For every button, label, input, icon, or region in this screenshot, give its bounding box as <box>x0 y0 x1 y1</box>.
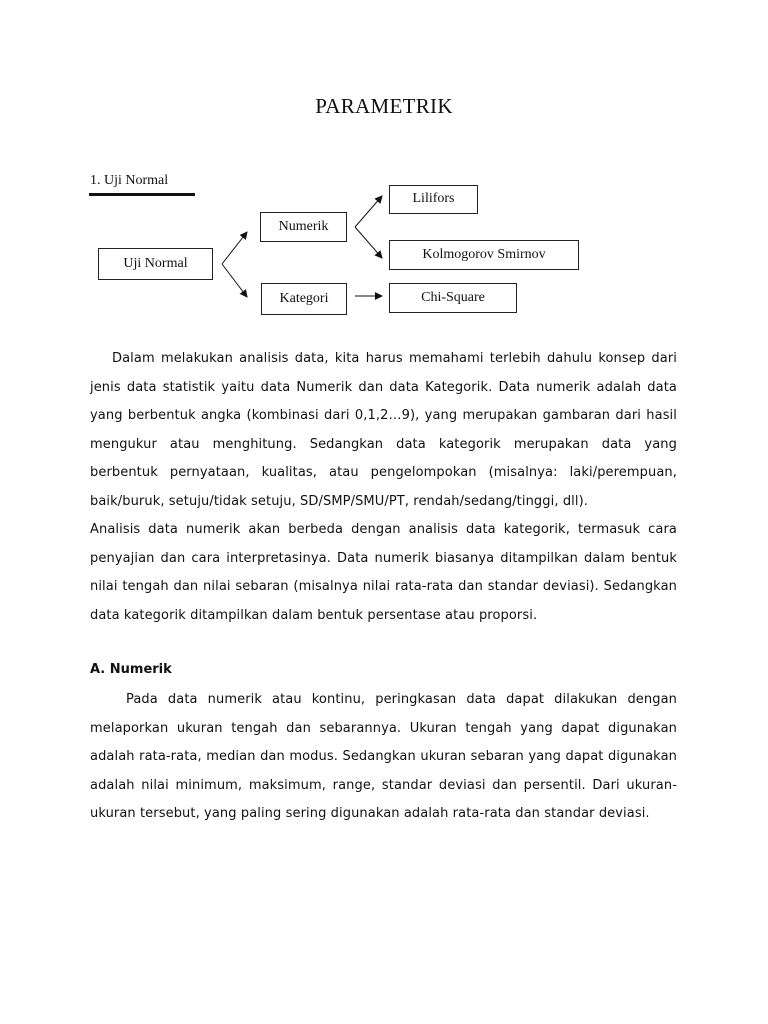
diagram-node-uji-normal: Uji Normal <box>98 248 213 280</box>
analysis-paragraph: Analisis data numerik akan berbeda dengan analisis data kategorik, termasuk cara penyajian dan cara interpretasinya. Data numerik biasanya ditampilkan dalam bentuk nilai tengah dan nilai sebaran (misalnya nilai rata-rata dan standar deviasi). Sedangkan data kategorik ditampilkan dalam bentuk persentase atau proporsi. <box>90 522 677 623</box>
arrow-uji-to-kategori <box>222 264 247 297</box>
arrow-numerik-to-lilifors <box>355 196 382 227</box>
diagram-node-numerik: Numerik <box>260 212 347 242</box>
diagram-node-chi-square: Chi-Square <box>389 283 517 313</box>
page-title: PARAMETRIK <box>315 94 453 118</box>
diagram-node-kategori: Kategori <box>261 283 347 315</box>
section-heading-underline <box>89 193 195 196</box>
section-heading: 1. Uji Normal <box>90 173 169 188</box>
diagram-node-kolmogorov-smirnov: Kolmogorov Smirnov <box>389 240 579 270</box>
numerik-paragraph: Pada data numerik atau kontinu, peringkasan data dapat dilakukan dengan melaporkan ukuran tengah dan sebarannya. Ukuran tengah yang dapat digunakan adalah rata-rata, median dan modus. Sedangkan ukuran sebaran yang dapat digunakan adalah nilai minimum, maksimum, range, standar deviasi dan persentil. Dari ukuran- ukuran tersebut, yang paling sering digunakan adalah rata-rata dan standar deviasi. <box>90 692 677 821</box>
arrow-numerik-to-kolmogorov <box>355 227 382 258</box>
diagram-node-lilifors: Lilifors <box>389 185 478 214</box>
intro-paragraph: Dalam melakukan analisis data, kita harus memahami terlebih dahulu konsep dari jenis data statistik yaitu data Numerik dan data Kategorik. Data numerik adalah data yang berbentuk angka (kombinasi dari 0,1,2…9), yang merupakan gambaran dari hasil mengukur atau menghitung. Sedangkan data kategorik merupakan data yang berbentuk pernyataan, kualitas, atau pengelompokan (misalnya: laki/perempuan, baik/buruk, setuju/tidak setuju, SD/SMP/SMU/PT, rendah/sedang/tinggi, dll). <box>90 351 677 509</box>
subheading-numerik: A. Numerik <box>90 662 172 677</box>
arrow-uji-to-numerik <box>222 232 247 264</box>
